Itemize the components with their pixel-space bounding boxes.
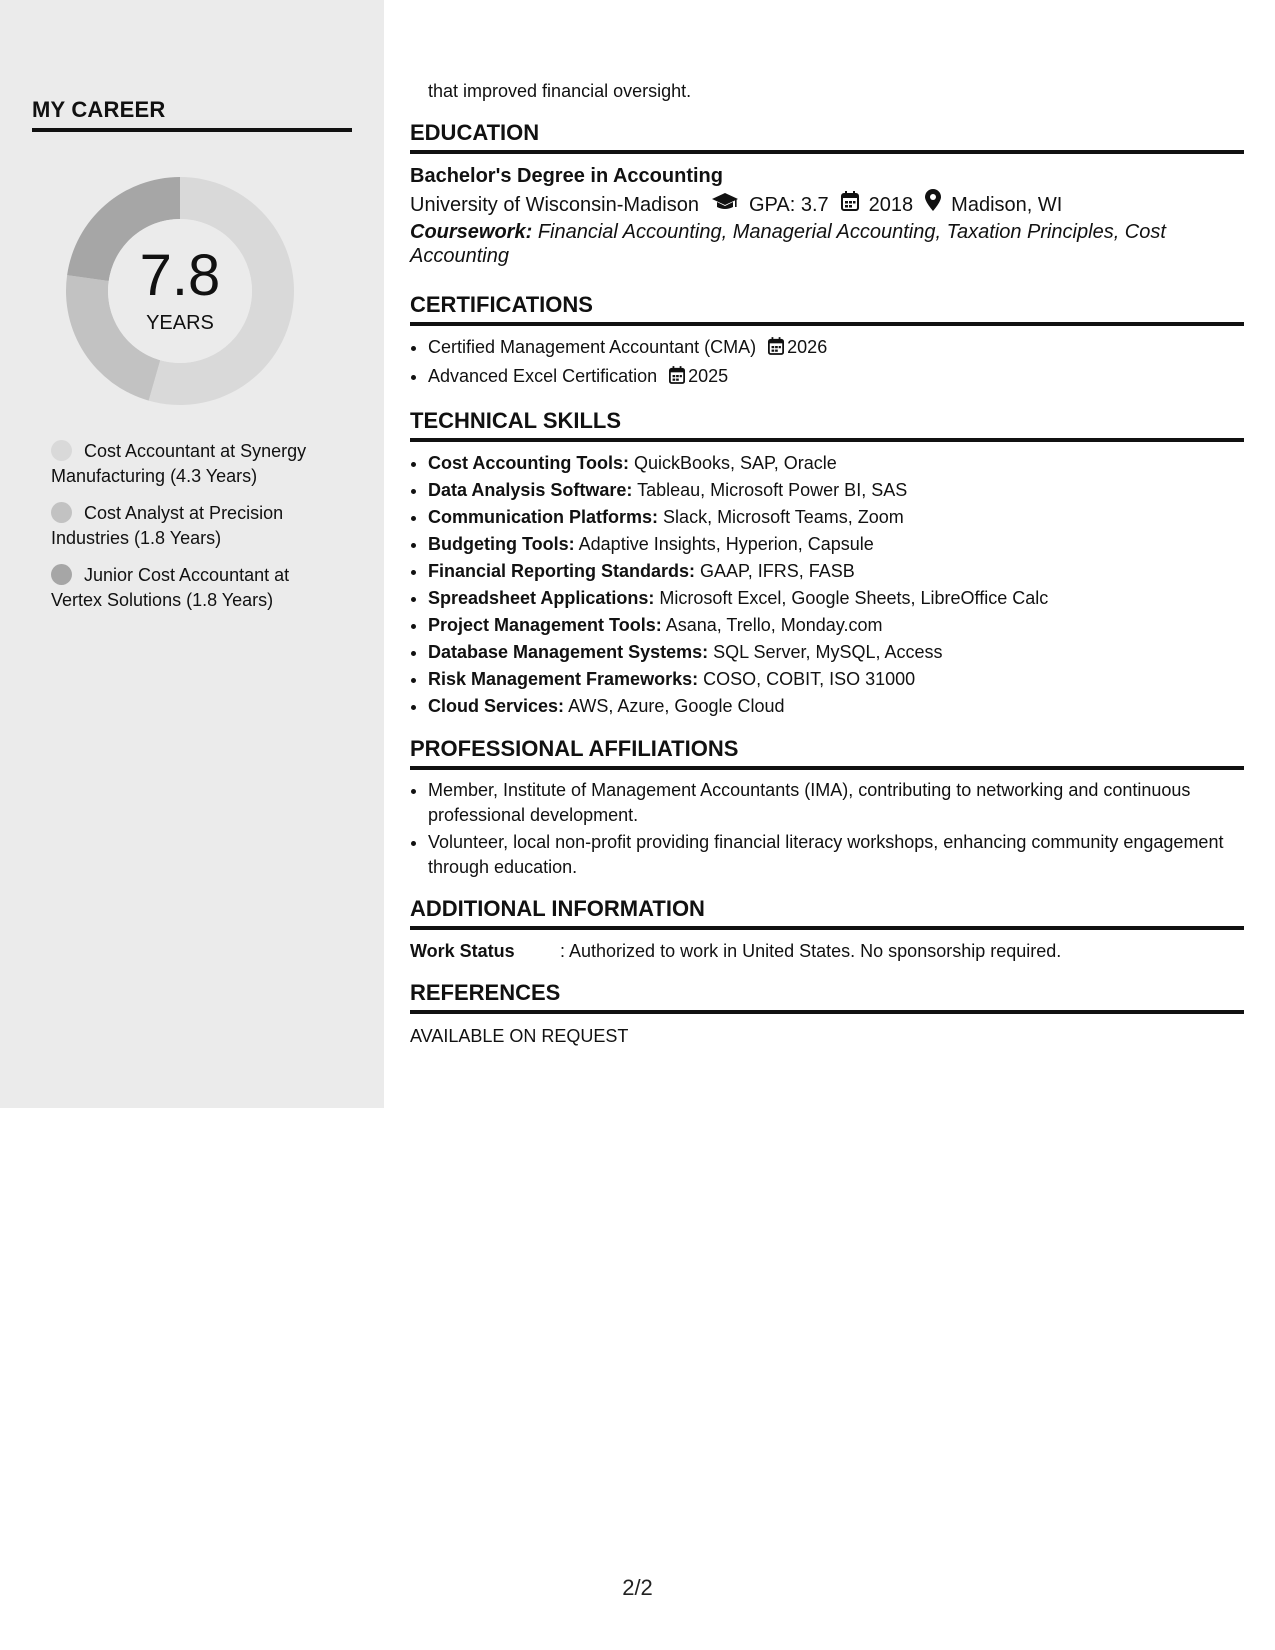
career-legend-item	[51, 563, 341, 613]
skill-item	[428, 639, 1244, 666]
location-pin-icon	[925, 189, 941, 220]
career-legend-label: Cost Analyst at Precision Industries (1.8 Years)	[51, 503, 284, 548]
total-years-unit: YEARS	[146, 312, 214, 334]
skill-item	[428, 504, 1244, 531]
skill-label: Communication Platforms:	[428, 507, 659, 527]
skill-label: Data Analysis Software:	[428, 480, 633, 500]
skill-item	[428, 693, 1244, 720]
affiliation-item: • Volunteer, local non-profit providing financial literacy workshops, enhancing community engagement through education.	[428, 830, 1244, 880]
skill-label: Database Management Systems:	[428, 642, 709, 662]
skill-label: Financial Reporting Standards:	[428, 561, 696, 581]
work-status-row	[410, 938, 1244, 964]
skill-item	[428, 585, 1244, 612]
education-heading: EDUCATION	[410, 120, 1244, 154]
references-text: AVAILABLE ON REQUEST	[410, 1026, 629, 1046]
career-legend	[51, 439, 341, 625]
skill-value: COSO, COBIT, ISO 31000	[703, 669, 916, 689]
resume-main	[410, 78, 1244, 1049]
skill-item	[428, 612, 1244, 639]
certifications-list	[410, 334, 1244, 392]
skill-item	[428, 666, 1244, 693]
skill-label: Risk Management Frameworks:	[428, 669, 699, 689]
career-legend-label: Junior Cost Accountant at Vertex Solutions (1.8 Years)	[51, 565, 290, 610]
skill-value: AWS, Azure, Google Cloud	[568, 696, 785, 716]
education-degree: Bachelor's Degree in Accounting	[410, 165, 723, 187]
certification-year: 2026	[787, 337, 828, 357]
certification-item	[428, 363, 1244, 392]
certification-year: 2025	[688, 366, 729, 386]
skill-label: Project Management Tools:	[428, 615, 662, 635]
career-heading: MY CAREER	[32, 97, 352, 132]
calendar-icon	[669, 365, 685, 392]
experience-continuation-text: that improved financial oversight.	[428, 81, 692, 101]
technical-skills-heading: TECHNICAL SKILLS	[410, 408, 1244, 442]
skill-label: Spreadsheet Applications:	[428, 588, 655, 608]
calendar-icon	[768, 336, 784, 363]
total-years-value: 7.8	[139, 243, 221, 308]
legend-dot-icon	[51, 564, 72, 585]
career-legend-label: Cost Accountant at Synergy Manufacturing (4.3 Years)	[51, 441, 307, 486]
skill-value: SQL Server, MySQL, Access	[713, 642, 943, 662]
education-coursework	[410, 220, 1244, 268]
certifications-heading: CERTIFICATIONS	[410, 292, 1244, 326]
calendar-icon	[841, 190, 859, 220]
education-year: 2018	[868, 193, 914, 216]
education-school: University of Wisconsin-Madison	[410, 193, 699, 216]
affiliations-list	[410, 778, 1244, 880]
education-meta	[410, 189, 1244, 220]
skill-label: Cloud Services:	[428, 696, 565, 716]
career-sidebar	[0, 0, 384, 1108]
education-location: Madison, WI	[951, 193, 1063, 216]
skill-value: Microsoft Excel, Google Sheets, LibreOffice Calc	[659, 588, 1049, 608]
coursework-list: Financial Accounting, Managerial Accounting, Taxation Principles, Cost Accounting	[410, 221, 1166, 267]
certification-item	[428, 334, 1244, 363]
skill-value: QuickBooks, SAP, Oracle	[634, 453, 837, 473]
skill-label: Cost Accounting Tools:	[428, 453, 629, 473]
affiliation-item: • Member, Institute of Management Accountants (IMA), contributing to networking and continuous professional development.	[428, 778, 1244, 828]
skill-item	[428, 477, 1244, 504]
skill-value: GAAP, IFRS, FASB	[700, 561, 855, 581]
certification-name: Advanced Excel Certification	[428, 366, 658, 386]
page-number: 2/2	[622, 1575, 653, 1600]
skill-item	[428, 531, 1244, 558]
career-legend-item	[51, 439, 341, 489]
legend-dot-icon	[51, 440, 72, 461]
skill-value: Tableau, Microsoft Power BI, SAS	[637, 480, 908, 500]
additional-info-heading: ADDITIONAL INFORMATION	[410, 896, 1244, 930]
legend-dot-icon	[51, 502, 72, 523]
certification-name: Certified Management Accountant (CMA)	[428, 337, 757, 357]
skill-value: Slack, Microsoft Teams, Zoom	[663, 507, 904, 527]
coursework-label: Coursework:	[410, 221, 533, 243]
skill-item	[428, 450, 1244, 477]
references-heading: REFERENCES	[410, 980, 1244, 1014]
graduation-cap-icon	[711, 190, 739, 220]
skill-value: Adaptive Insights, Hyperion, Capsule	[578, 534, 874, 554]
skill-item	[428, 558, 1244, 585]
work-status-label: Work Status	[410, 941, 515, 961]
affiliations-heading: PROFESSIONAL AFFILIATIONS	[410, 736, 1244, 770]
career-legend-item	[51, 501, 341, 551]
skill-label: Budgeting Tools:	[428, 534, 575, 554]
education-gpa: GPA: 3.7	[748, 193, 829, 216]
skill-value: Asana, Trello, Monday.com	[665, 615, 883, 635]
technical-skills-list	[410, 450, 1244, 720]
work-status-value: : Authorized to work in United States. No sponsorship required.	[560, 941, 1062, 961]
